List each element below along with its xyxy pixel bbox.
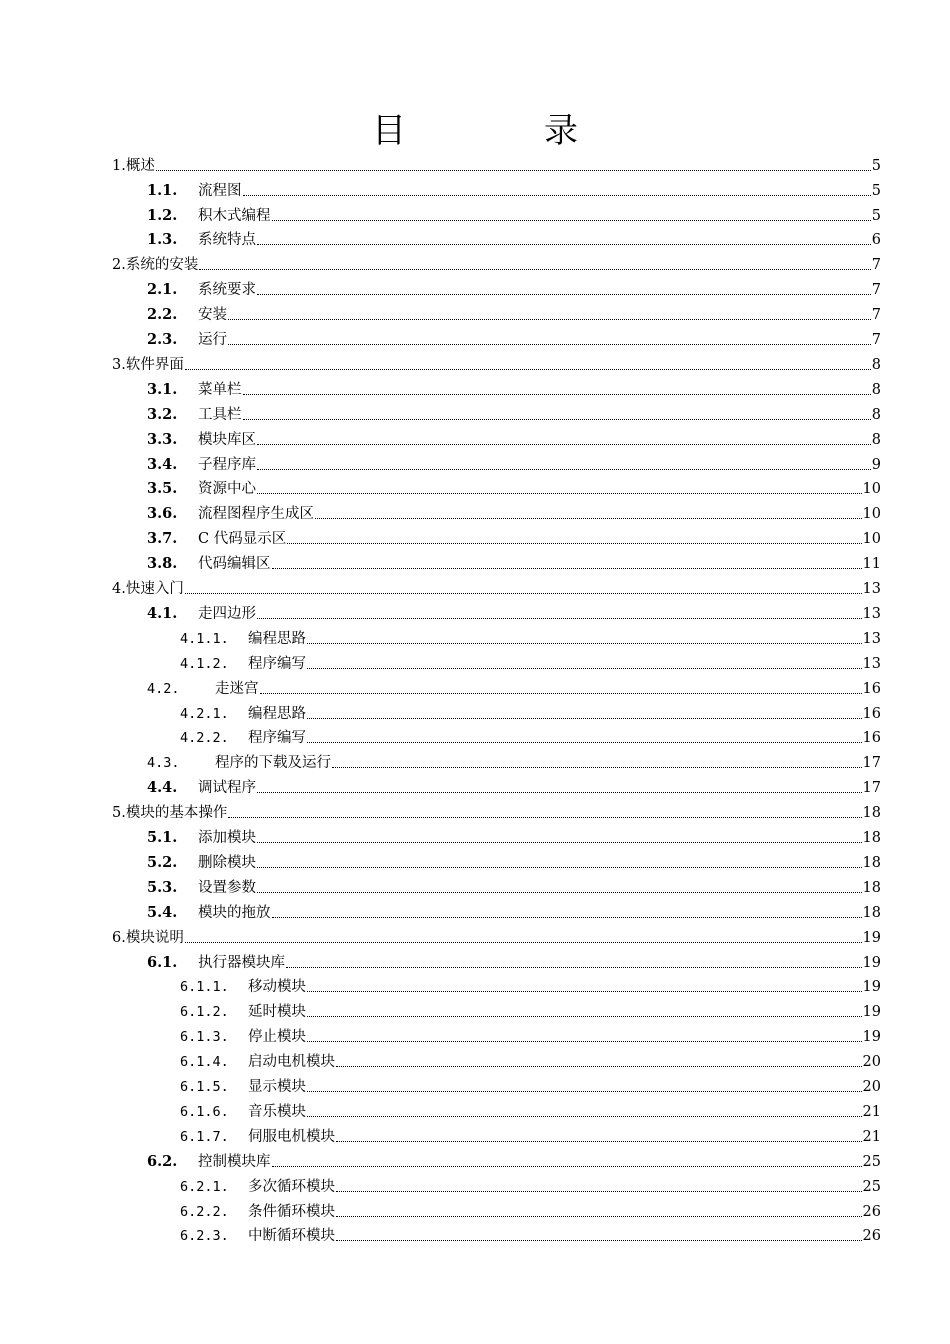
toc-entry[interactable] (147, 748, 881, 773)
toc-entry-title: 工具栏 (198, 406, 242, 423)
toc-entry[interactable] (147, 424, 881, 449)
toc-entry-number: 4.2. (147, 680, 180, 697)
toc-entry-number: 3.2. (147, 405, 178, 423)
toc-entry[interactable] (147, 947, 881, 972)
toc-dot-leader (243, 418, 871, 420)
toc-entry[interactable] (180, 972, 881, 997)
toc-entry-number: 6.2.1. (180, 1178, 229, 1195)
toc-dot-leader (307, 741, 862, 743)
toc-dot-leader (257, 468, 871, 470)
toc-entry-number: 2.3. (147, 331, 178, 349)
toc-dot-leader (272, 916, 862, 918)
toc-entry-title: 中断循环模块 (248, 1228, 335, 1245)
toc-entry-title: 控制模块库 (198, 1153, 271, 1170)
toc-dot-leader (257, 841, 862, 843)
toc-entry-number: 6.1.1. (180, 979, 229, 996)
toc-entry-page: 21 (862, 1103, 881, 1120)
toc-entry-number: 1.1. (147, 181, 178, 199)
toc-entry-page: 10 (862, 531, 881, 548)
toc-entry-title: 菜单栏 (198, 381, 242, 398)
toc-dot-leader (228, 318, 871, 320)
toc-entry[interactable] (147, 1146, 881, 1171)
toc-entry-title: 积木式编程 (198, 207, 271, 224)
toc-entry-number: 6.1.7. (180, 1128, 229, 1145)
toc-entry-page: 18 (862, 879, 881, 896)
toc-dot-leader (156, 169, 871, 171)
toc-entry-title: 走迷宫 (215, 680, 259, 697)
toc-dot-leader (272, 1165, 862, 1167)
toc-entry-title: 多次循环模块 (248, 1178, 335, 1195)
toc-entry[interactable] (147, 474, 881, 499)
toc-entry[interactable] (147, 897, 881, 922)
toc-entry-number: 4.4. (147, 779, 178, 797)
toc-entry-title: 编程思路 (248, 630, 306, 647)
toc-entry[interactable] (180, 648, 881, 673)
toc-entry[interactable] (180, 1221, 881, 1246)
toc-entry-title: 模块的拖放 (198, 904, 271, 921)
toc-entry-number: 4.1. (147, 604, 178, 622)
toc-entry-title: 子程序库 (198, 456, 256, 473)
toc-dot-leader (185, 592, 862, 594)
toc-entry-title: C 代码显示区 (198, 531, 287, 548)
toc-entry[interactable] (180, 1071, 881, 1096)
toc-entry[interactable] (147, 374, 881, 399)
toc-entry[interactable] (180, 1096, 881, 1121)
toc-entry-page: 6 (871, 232, 881, 249)
toc-entry-number: 2.1. (147, 281, 178, 299)
toc-entry-page: 8 (871, 406, 881, 423)
toc-entry[interactable] (147, 872, 881, 897)
toc-entry-number: 3.6. (147, 505, 178, 523)
toc-entry-number: 6.2.3. (180, 1228, 229, 1245)
toc-entry-page: 17 (862, 780, 881, 797)
toc-dot-leader (272, 219, 871, 221)
toc-entry-number: 3.3. (147, 430, 178, 448)
toc-entry-page: 13 (862, 655, 881, 672)
toc-dot-leader (228, 816, 861, 818)
toc-entry-page: 5 (871, 157, 881, 174)
toc-dot-leader (307, 1090, 862, 1092)
toc-entry-number: 6. (112, 929, 126, 946)
toc-entry-title: 移动模块 (248, 979, 306, 996)
toc-entry-page: 26 (862, 1203, 881, 1220)
toc-entry-page: 8 (871, 381, 881, 398)
toc-dot-leader (307, 717, 862, 719)
toc-entry-page: 18 (862, 854, 881, 871)
toc-entry-title: 程序的下载及运行 (215, 755, 331, 772)
toc-entry-number: 5. (112, 805, 126, 822)
toc-entry[interactable] (147, 175, 881, 200)
toc-dot-leader (257, 492, 862, 494)
toc-dot-leader (336, 1065, 862, 1067)
toc-entry-title: 音乐模块 (248, 1103, 306, 1120)
toc-dot-leader (260, 692, 862, 694)
toc-entry-number: 2. (112, 257, 126, 274)
toc-entry-number: 3.8. (147, 555, 178, 573)
toc-entry[interactable] (147, 773, 881, 798)
toc-entry-page: 10 (862, 506, 881, 523)
toc-entry-number: 3.1. (147, 380, 178, 398)
toc-dot-leader (272, 567, 862, 569)
toc-entry[interactable] (147, 822, 881, 847)
toc-entry-page: 16 (862, 705, 881, 722)
toc-entry-page: 20 (862, 1079, 881, 1096)
toc-entry-title: 模块库区 (198, 431, 256, 448)
toc-entry-title: 显示模块 (248, 1079, 306, 1096)
toc-entry[interactable] (147, 324, 881, 349)
toc-entry-title: 概述 (125, 157, 155, 174)
toc-dot-leader (228, 343, 871, 345)
toc-entry-number: 5.3. (147, 878, 178, 896)
toc-entry-page: 7 (871, 332, 881, 349)
toc-entry-page: 18 (862, 805, 881, 822)
toc-entry-title: 软件界面 (125, 356, 184, 373)
toc-entry-number: 5.1. (147, 829, 178, 847)
toc-dot-leader (286, 966, 862, 968)
toc-entry-title: 快速入门 (125, 581, 184, 598)
toc-dot-leader (336, 1190, 862, 1192)
toc-entry[interactable] (180, 1046, 881, 1071)
toc-entry-number: 6.1.4. (180, 1054, 229, 1071)
toc-entry-title: 安装 (198, 307, 227, 324)
toc-entry[interactable] (180, 1121, 881, 1146)
toc-dot-leader (185, 941, 862, 943)
toc-dot-leader (332, 766, 862, 768)
toc-entry-title: 流程图 (198, 182, 242, 199)
toc-entry[interactable] (147, 598, 881, 623)
toc-entry-page: 7 (871, 307, 881, 324)
toc-entry-page: 13 (862, 605, 881, 622)
toc-entry-number: 4.2.1. (180, 705, 229, 722)
toc-entry-page: 13 (862, 581, 881, 598)
toc-entry-number: 4.1.1. (180, 630, 229, 647)
toc-dot-leader (336, 1215, 862, 1217)
toc-dot-leader (307, 642, 862, 644)
toc-entry-title: 条件循环模块 (248, 1203, 335, 1220)
toc-entry-page: 19 (862, 954, 881, 971)
toc-entry-title: 设置参数 (198, 879, 256, 896)
toc-entry-number: 6.1.3. (180, 1029, 229, 1046)
toc-dot-leader (243, 393, 871, 395)
toc-entry[interactable] (180, 723, 881, 748)
toc-entry-number: 4.1.2. (180, 655, 229, 672)
toc-entry[interactable] (147, 847, 881, 872)
toc-entry-title: 资源中心 (198, 481, 256, 498)
toc-entry-page: 19 (862, 1029, 881, 1046)
toc-entry[interactable] (147, 225, 881, 250)
toc-entry-title: 系统特点 (198, 232, 256, 249)
toc-entry-title: 运行 (198, 332, 227, 349)
toc-entry-title: 模块的基本操作 (125, 805, 228, 822)
toc-entry-page: 25 (862, 1178, 881, 1195)
toc-entry-number: 3.7. (147, 530, 178, 548)
toc-entry[interactable] (180, 698, 881, 723)
toc-entry[interactable] (112, 922, 881, 947)
toc-dot-leader (257, 293, 871, 295)
toc-entry-number: 3.4. (147, 455, 178, 473)
toc-entry-number: 3. (112, 356, 126, 373)
toc-entry-title: 流程图程序生成区 (198, 506, 314, 523)
toc-dot-leader (257, 617, 862, 619)
toc-entry-page: 18 (862, 830, 881, 847)
toc-entry-title: 添加模块 (198, 830, 256, 847)
toc-entry-number: 5.2. (147, 853, 178, 871)
toc-entry[interactable] (147, 499, 881, 524)
toc-dot-leader (336, 1239, 862, 1241)
toc-entry-number: 1. (112, 157, 126, 174)
toc-dot-leader (307, 1015, 862, 1017)
toc-entry-page: 5 (871, 207, 881, 224)
toc-entry[interactable] (147, 275, 881, 300)
toc-entry-number: 4.2.2. (180, 730, 229, 747)
toc-entry-page: 19 (862, 979, 881, 996)
toc-entry[interactable] (112, 349, 881, 374)
toc-entry[interactable] (180, 1171, 881, 1196)
toc-entry-page: 10 (862, 481, 881, 498)
toc-dot-leader (307, 1115, 862, 1117)
toc-entry[interactable] (112, 150, 881, 175)
toc-entry-page: 19 (862, 1004, 881, 1021)
toc-entry[interactable] (180, 1022, 881, 1047)
toc-entry-title: 停止模块 (248, 1029, 306, 1046)
toc-entry[interactable] (180, 997, 881, 1022)
toc-entry[interactable] (147, 200, 881, 225)
toc-entry-number: 4.3. (147, 755, 180, 772)
toc-entry-number: 1.2. (147, 206, 178, 224)
toc-entry-page: 21 (862, 1128, 881, 1145)
toc-entry-number: 6.2. (147, 1152, 178, 1170)
toc-entry-title: 代码编辑区 (198, 556, 271, 573)
toc-entry[interactable] (147, 548, 881, 573)
toc-entry-number: 4. (112, 581, 126, 598)
toc-entry[interactable] (112, 573, 881, 598)
toc-entry-title: 编程思路 (248, 705, 306, 722)
toc-dot-leader (257, 891, 862, 893)
toc-dot-leader (257, 243, 871, 245)
toc-entry-title: 系统的安装 (125, 257, 199, 274)
toc-entry[interactable] (112, 250, 881, 275)
toc-title: 目 录 (372, 111, 630, 151)
toc-dot-leader (257, 443, 871, 445)
toc-dot-leader (243, 194, 871, 196)
toc-entry-title: 调试程序 (198, 780, 256, 797)
toc-dot-leader (257, 866, 862, 868)
toc-dot-leader (307, 990, 862, 992)
toc-entry-page: 11 (862, 556, 881, 573)
toc-entry-title: 模块说明 (125, 929, 184, 946)
toc-entry-title: 程序编写 (248, 730, 306, 747)
toc-entry-title: 伺服电机模块 (248, 1128, 335, 1145)
toc-entry-title: 执行器模块库 (198, 954, 285, 971)
toc-entry-page: 7 (871, 282, 881, 299)
toc-entry-title: 系统要求 (198, 282, 256, 299)
toc-entry-page: 8 (871, 356, 881, 373)
toc-dot-leader (185, 368, 871, 370)
toc-entry-title: 延时模块 (248, 1004, 306, 1021)
toc-entry-page: 18 (862, 904, 881, 921)
toc-entry-title: 启动电机模块 (248, 1054, 335, 1071)
toc-entry-number: 6.1.2. (180, 1004, 229, 1021)
toc-entry[interactable] (147, 524, 881, 549)
toc-entry[interactable] (112, 797, 881, 822)
toc-entry-title: 走四边形 (198, 605, 256, 622)
toc-entry-page: 7 (871, 257, 881, 274)
toc-entry[interactable] (180, 1196, 881, 1221)
toc-entry[interactable] (147, 449, 881, 474)
toc-entry-number: 6.1.6. (180, 1103, 229, 1120)
toc-entry-title: 程序编写 (248, 655, 306, 672)
toc-entry-title: 删除模块 (198, 854, 256, 871)
toc-dot-leader (307, 1040, 862, 1042)
toc-dot-leader (287, 542, 861, 544)
toc-entry-page: 13 (862, 630, 881, 647)
toc-dot-leader (199, 268, 870, 270)
toc-entry[interactable] (147, 673, 881, 698)
toc-entry-page: 16 (862, 730, 881, 747)
toc-entry-page: 16 (862, 680, 881, 697)
toc-entry-number: 6.1. (147, 953, 178, 971)
toc-entry-page: 5 (871, 182, 881, 199)
toc-entry-number: 6.1.5. (180, 1079, 229, 1096)
toc-entry[interactable] (180, 623, 881, 648)
toc-entry-page: 19 (862, 929, 881, 946)
toc-entry-page: 17 (862, 755, 881, 772)
toc-dot-leader (336, 1140, 862, 1142)
toc-dot-leader (307, 667, 862, 669)
toc-entry-page: 9 (871, 456, 881, 473)
toc-entry-number: 2.2. (147, 306, 178, 324)
toc-entry[interactable] (147, 399, 881, 424)
toc-entry[interactable] (147, 299, 881, 324)
toc-entry-page: 20 (862, 1054, 881, 1071)
toc-entry-number: 5.4. (147, 903, 178, 921)
toc-entry-page: 25 (862, 1153, 881, 1170)
toc-entry-number: 1.3. (147, 231, 178, 249)
toc-entry-page: 8 (871, 431, 881, 448)
toc-entry-number: 6.2.2. (180, 1203, 229, 1220)
toc-dot-leader (315, 517, 862, 519)
toc-dot-leader (257, 791, 862, 793)
toc-entry-page: 26 (862, 1228, 881, 1245)
toc-entry-number: 3.5. (147, 480, 178, 498)
